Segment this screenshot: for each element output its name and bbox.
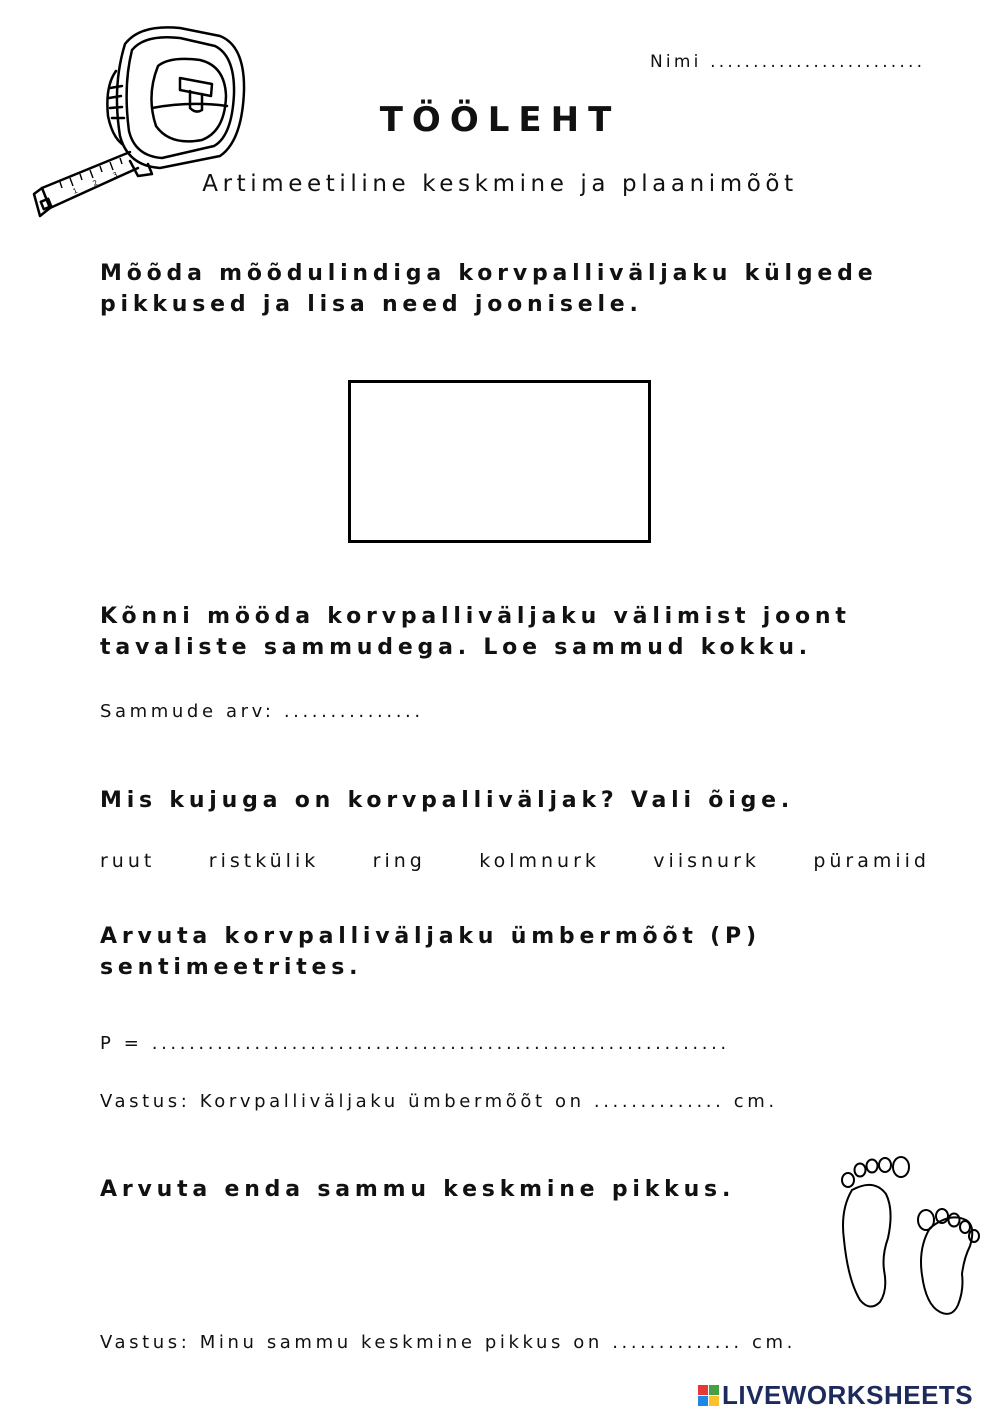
page-title: TÖÖLEHT	[379, 100, 621, 140]
task4-question: Arvuta korvpalliväljaku ümbermõõt (P) sentimeetrites.	[100, 924, 761, 980]
svg-text:2: 2	[91, 178, 99, 188]
footprints-icon	[830, 1150, 990, 1324]
step-length-answer-line[interactable]: Vastus: Minu sammu keskmine pikkus on .............. cm.	[100, 1332, 796, 1353]
option-ristkylik[interactable]: ristkülik	[208, 850, 320, 872]
task2-question: Kõnni mööda korvpalliväljaku välimist joont tavaliste sammudega. Loe sammud kokku.	[100, 604, 851, 660]
option-kolmnurk[interactable]: kolmnurk	[479, 850, 600, 872]
brand-text: LIVEWORKSHEETS	[722, 1380, 974, 1410]
task5-question: Arvuta enda sammu keskmine pikkus.	[100, 1177, 736, 1202]
svg-text:3: 3	[111, 170, 119, 180]
steps-count-answer[interactable]: Sammude arv: ...............	[100, 701, 424, 722]
perimeter-formula-line[interactable]: P = ..............................................................	[100, 1033, 730, 1054]
page-subtitle: Artimeetiline keskmine ja plaanimõõt	[202, 171, 798, 197]
task1-question: Mõõda mõõdulindiga korvpalliväljaku külgede pikkused ja lisa need joonisele.	[100, 261, 878, 317]
option-ring[interactable]: ring	[372, 850, 426, 872]
option-viisnurk[interactable]: viisnurk	[653, 850, 760, 872]
liveworksheets-logo-icon	[698, 1385, 719, 1406]
perimeter-answer-line[interactable]: Vastus: Korvpalliväljaku ümbermõõt on .............. cm.	[100, 1091, 778, 1112]
task3-question: Mis kujuga on korvpalliväljak? Vali õige.	[100, 788, 794, 813]
name-field-line[interactable]: Nimi .........................	[650, 52, 926, 72]
option-puramiid[interactable]: püramiid	[813, 850, 930, 872]
svg-text:1: 1	[71, 186, 79, 196]
shape-options	[100, 850, 930, 872]
option-ruut[interactable]: ruut	[100, 850, 156, 872]
liveworksheets-brand	[698, 1380, 973, 1411]
court-rectangle-drawing[interactable]	[348, 380, 651, 543]
